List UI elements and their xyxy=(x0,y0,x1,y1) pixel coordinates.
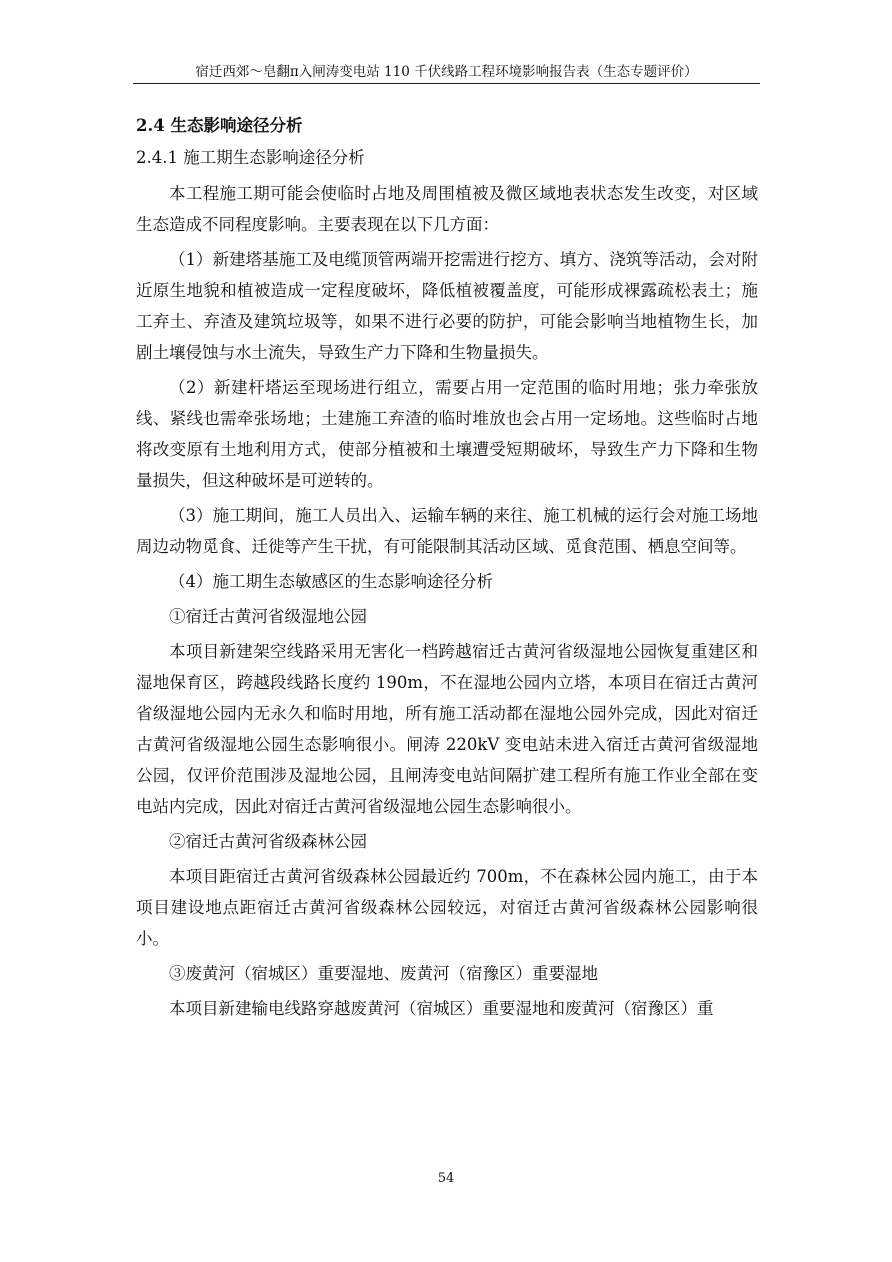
paragraph-intro: 本工程施工期可能会使临时占地及周围植被及微区域地表状态发生改变，对区域生态造成不同程度影响。主要表现在以下几方面： xyxy=(136,184,758,234)
paragraph-item-4-title: （4）施工期生态敏感区的生态影响途径分析 xyxy=(169,572,493,591)
header-rule xyxy=(133,83,760,84)
subitem-important-wetland-title: ③废黄河（宿城区）重要湿地、废黄河（宿豫区）重要湿地 xyxy=(169,964,598,983)
paragraph-item-3: （3）施工期间，施工人员出入、运输车辆的来往、施工机械的运行会对施工场地周边动物觅食、迁徙等产生干扰，有可能限制其活动区域、觅食范围、栖息空间等。 xyxy=(136,506,758,556)
subsection-heading: 2.4.1 施工期生态影响途径分析 xyxy=(136,148,365,167)
section-heading: 2.4 生态影响途径分析 xyxy=(136,116,303,135)
page-number: 54 xyxy=(437,1171,455,1186)
page-content xyxy=(136,110,758,1024)
paragraph-item-2: （2）新建杆塔运至现场进行组立，需要占用一定范围的临时用地；张力牵张放线、紧线也需牵张场地；土建施工弃渣的临时堆放也会占用一定场地。这些临时占地将改变原有土地利用方式，使部分植被和土壤遭受短期破坏，导致生产力下降和生物量损失，但这种破坏是可逆转的。 xyxy=(136,378,758,490)
subitem-forest-park-title: ②宿迁古黄河省级森林公园 xyxy=(169,832,367,851)
subitem-wetland-park-title: ①宿迁古黄河省级湿地公园 xyxy=(169,607,367,626)
paragraph-important-wetland: 本项目新建输电线路穿越废黄河（宿城区）重要湿地和废黄河（宿豫区）重 xyxy=(169,999,714,1018)
paragraph-item-1: （1）新建塔基施工及电缆顶管两端开挖需进行挖方、填方、浇筑等活动，会对附近原生地貌和植被造成一定程度破坏，降低植被覆盖度，可能形成裸露疏松表土；施工弃土、弃渣及建筑垃圾等，如果不进行必要的防护，可能会影响当地植物生长，加剧土壤侵蚀与水土流失，导致生产力下降和生物量损失。 xyxy=(136,250,758,362)
paragraph-wetland-park: 本项目新建架空线路采用无害化一档跨越宿迁古黄河省级湿地公园恢复重建区和湿地保育区，跨越段线路长度约 190m，不在湿地公园内立塔，本项目在宿迁古黄河省级湿地公园内无永久和临时用地，所有施工活动都在湿地公园外完成，因此对宿迁古黄河省级湿地公园生态影响很小。闸涛 220kV 变电站未进入宿迁古黄河省级湿地公园，仅评价范围涉及湿地公园，且闸涛变电站间隔扩建工程所有施工作业全部在变电站内完成，因此对宿迁古黄河省级湿地公园生态影响很小。 xyxy=(136,642,758,816)
paragraph-forest-park: 本项目距宿迁古黄河省级森林公园最近约 700m，不在森林公园内施工，由于本项目建设地点距宿迁古黄河省级森林公园较远，对宿迁古黄河省级森林公园影响很小。 xyxy=(136,867,758,948)
page-header: 宿迁西郊～皂翻π入闸涛变电站 110 千伏线路工程环境影响报告表（生态专题评价） xyxy=(195,64,698,80)
